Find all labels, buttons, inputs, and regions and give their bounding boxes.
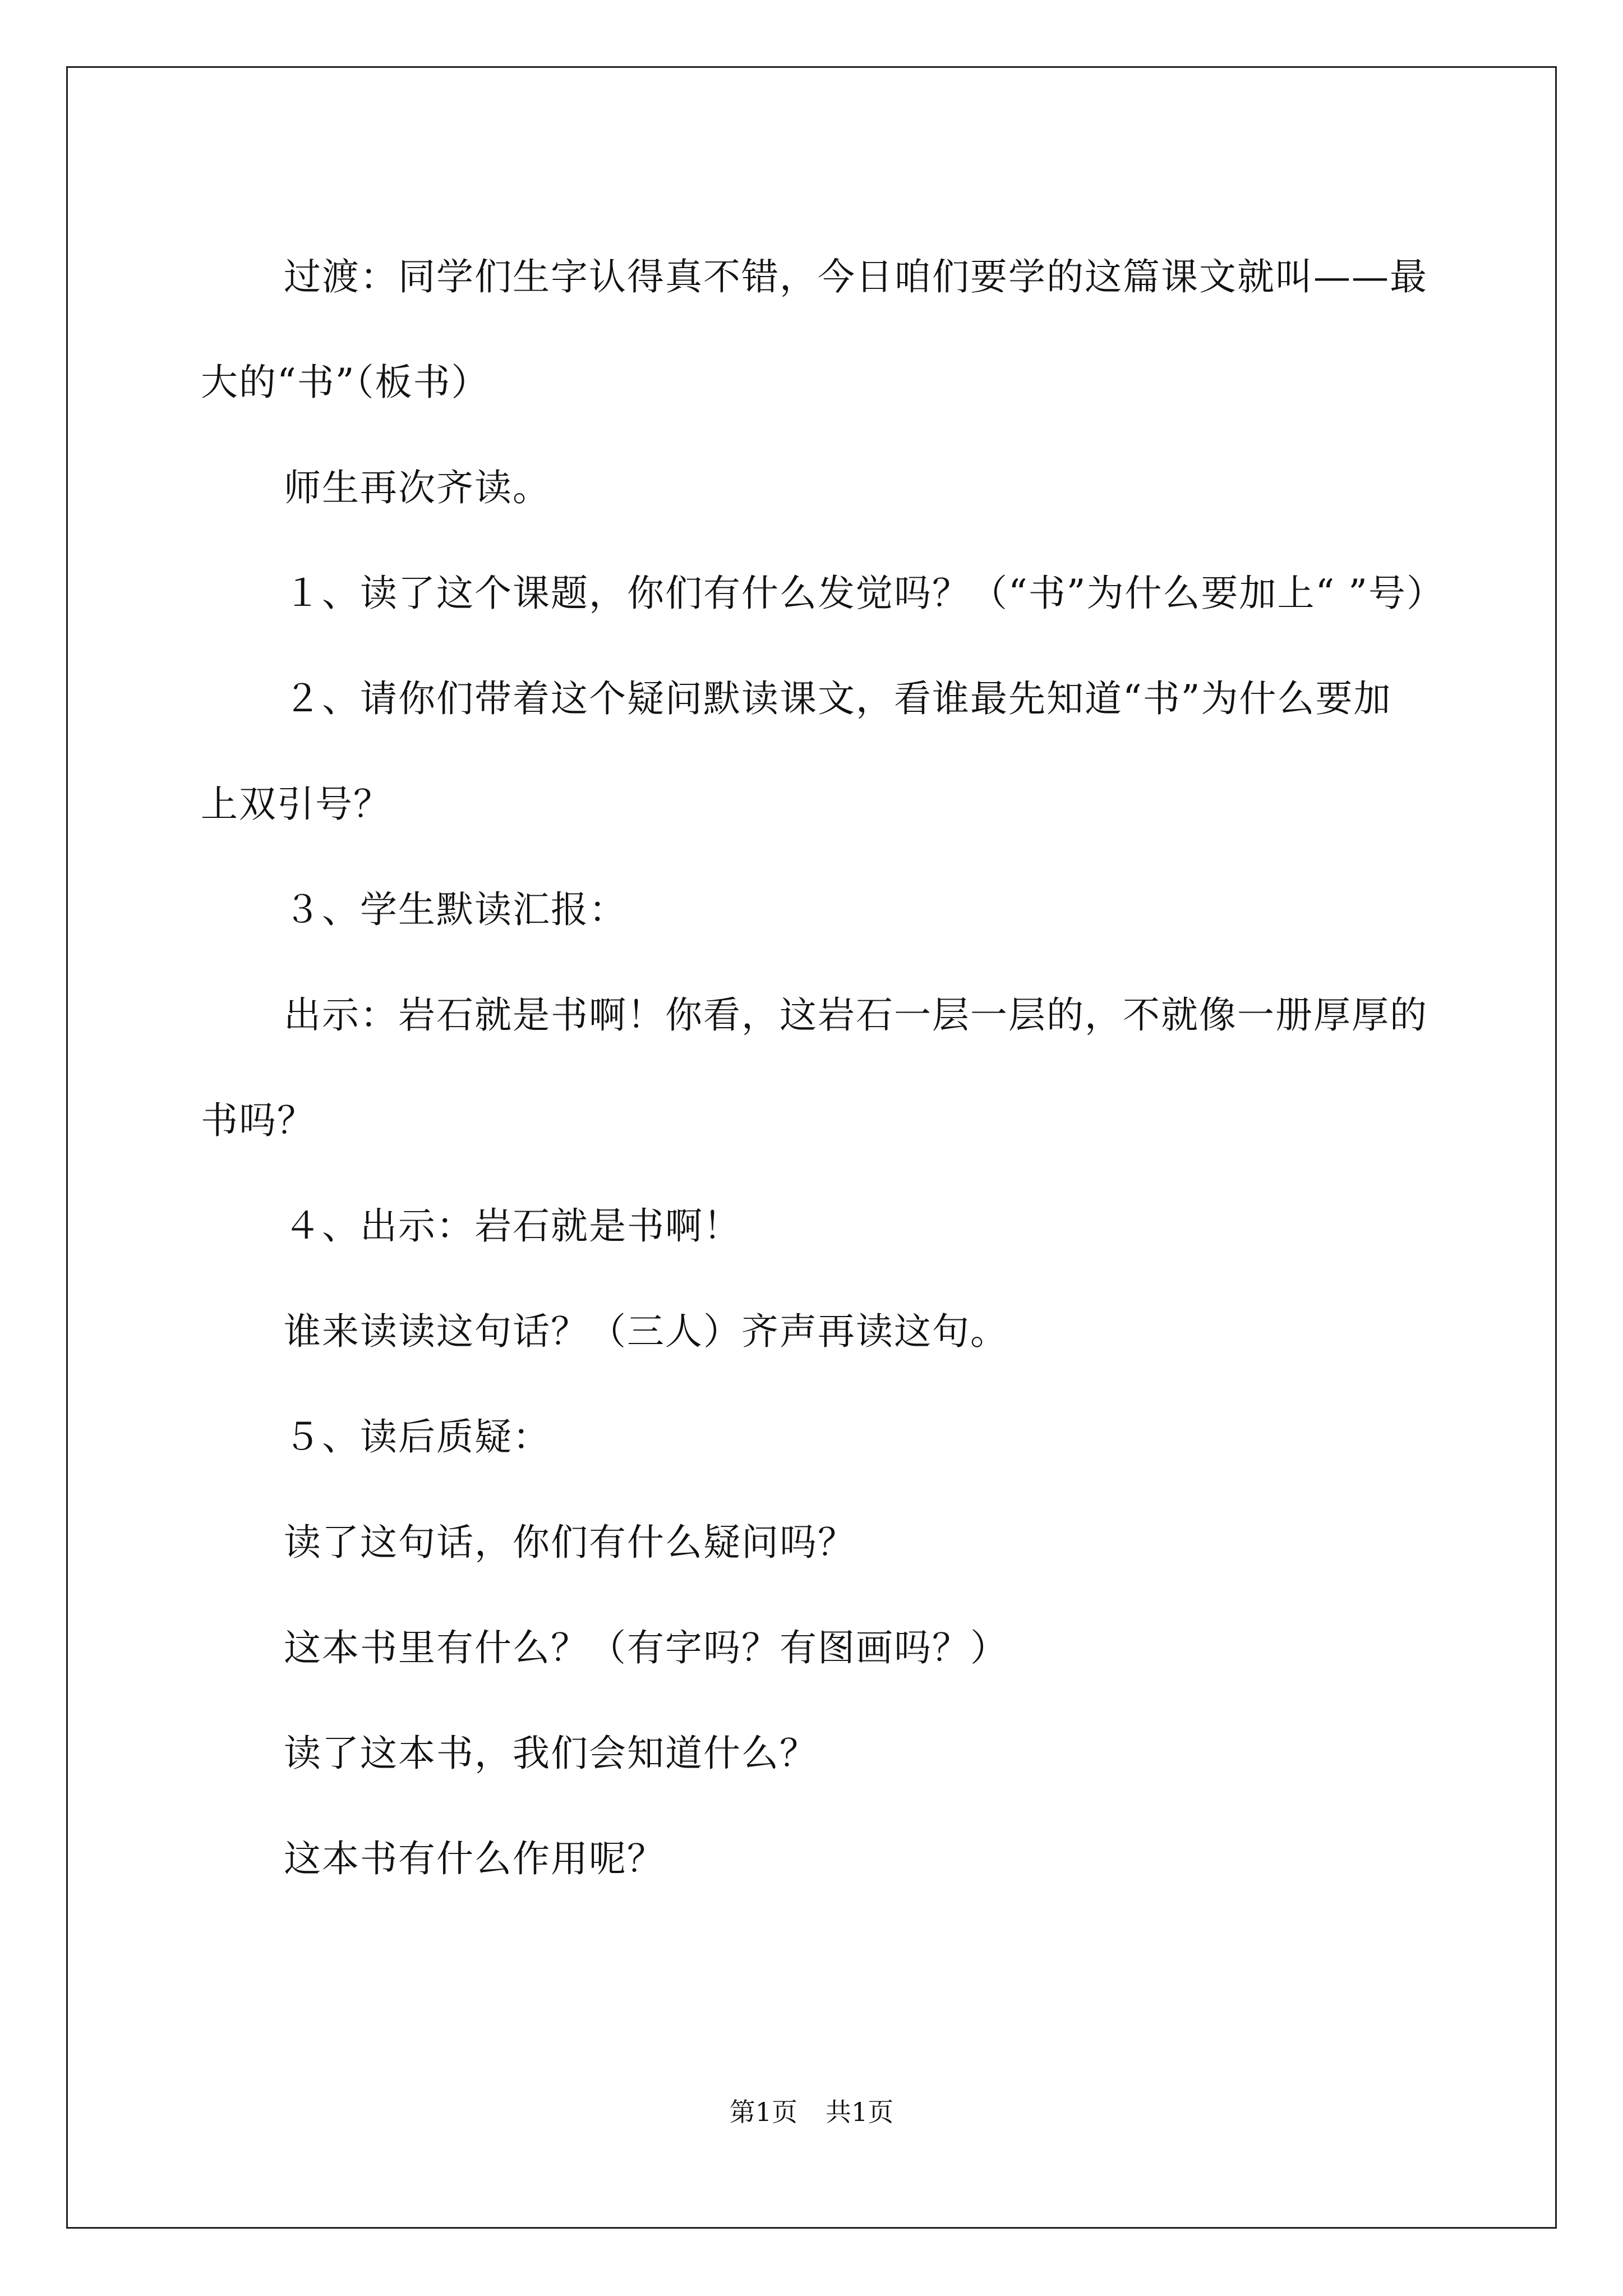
page-footer — [0, 2095, 1623, 2129]
document-body — [201, 224, 1445, 1912]
paragraph-question-2: 这本书里有什么？（有字吗？有图画吗？） — [284, 1626, 1008, 1669]
paragraph-question-1: 读了这句话，你们有什么疑问吗？ — [284, 1521, 856, 1564]
paragraph-item-3: ３、学生默读汇报： — [284, 888, 627, 931]
paragraph-display-1: 出示：岩石就是书啊！你看，这岩石一层一层的，不就像一册厚厚的书吗？ — [201, 993, 1428, 1142]
paragraph-who-reads: 谁来读读这句话？（三人）齐声再读这句。 — [284, 1310, 1008, 1353]
paragraph-item-1: １、读了这个课题，你们有什么发觉吗？（“书”为什么要加上“ ”号） — [284, 572, 1445, 615]
paragraph-read-together: 师生再次齐读。 — [284, 466, 551, 509]
paragraph-question-4: 这本书有什么作用呢？ — [284, 1837, 665, 1880]
paragraph-transition: 过渡：同学们生字认得真不错，今日咱们要学的这篇课文就叫——最大的“书”（板书） — [201, 255, 1428, 404]
paragraph-question-3: 读了这本书，我们会知道什么？ — [284, 1732, 818, 1775]
paragraph-item-5: ５、读后质疑： — [284, 1415, 551, 1458]
page-number-total: 共1页 — [826, 2097, 894, 2127]
paragraph-item-2: ２、请你们带着这个疑问默读课文，看谁最先知道“书”为什么要加上双引号？ — [201, 677, 1392, 826]
page-number-current: 第1页 — [729, 2097, 797, 2127]
paragraph-item-4: ４、出示：岩石就是书啊！ — [284, 1204, 741, 1248]
